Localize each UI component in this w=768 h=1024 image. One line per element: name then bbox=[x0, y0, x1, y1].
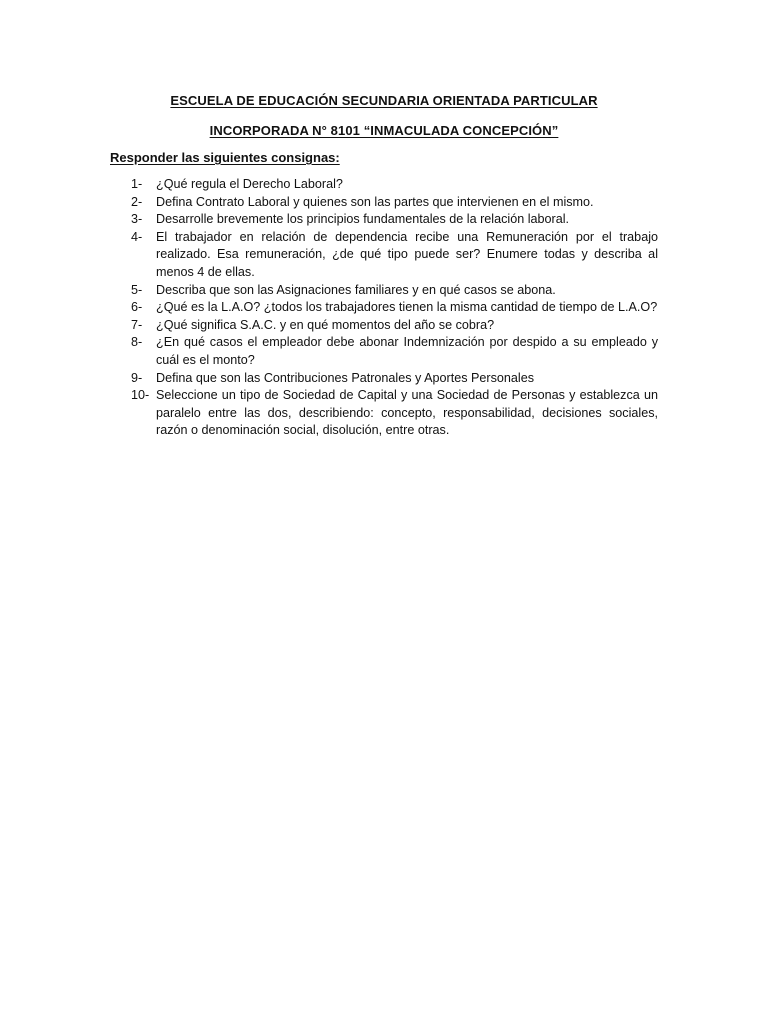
question-item bbox=[110, 370, 658, 388]
question-item bbox=[110, 194, 658, 212]
question-number: 2- bbox=[131, 194, 143, 209]
question-text: Seleccione un tipo de Sociedad de Capital y una Sociedad de Personas y establezca un paralelo entre las dos, describiendo: concepto, responsabilidad, decisiones sociales, razón o denominación social, disolución, entre otras. bbox=[156, 388, 658, 438]
question-item bbox=[110, 229, 658, 282]
question-number: 4- bbox=[131, 229, 143, 244]
instructions-heading: Responder las siguientes consignas: bbox=[110, 150, 340, 165]
question-number: 5- bbox=[131, 282, 143, 297]
question-text: ¿Qué regula el Derecho Laboral? bbox=[156, 177, 343, 191]
question-item bbox=[110, 317, 658, 335]
school-incorporation-heading bbox=[0, 123, 768, 138]
question-text: Desarrolle brevemente los principios fundamentales de la relación laboral. bbox=[156, 212, 570, 227]
school-name-text: ESCUELA DE EDUCACIÓN SECUNDARIA ORIENTADA PARTICULAR bbox=[170, 93, 598, 108]
question-number: 3- bbox=[131, 212, 143, 227]
question-item bbox=[110, 299, 658, 317]
question-number: 8- bbox=[131, 335, 143, 350]
question-number: 9- bbox=[131, 370, 143, 385]
question-item bbox=[110, 176, 658, 194]
question-text: El trabajador en relación de dependencia recibe una Remuneración por el trabajo realizado. Esa remuneración, ¿de qué tipo puede ser? Enumere todas y describa al menos 4 de ellas. bbox=[156, 229, 658, 279]
question-item bbox=[110, 334, 658, 369]
question-text: ¿En qué casos el empleador debe abonar Indemnización por despido a su empleado y cuál es el monto? bbox=[156, 335, 658, 367]
school-incorporation-text: INCORPORADA N° 8101 “INMACULADA CONCEPCIÓN” bbox=[209, 123, 559, 138]
question-text: Defina que son las Contribuciones Patronales y Aportes Personales bbox=[156, 370, 535, 385]
questions-list bbox=[110, 176, 658, 440]
school-name-heading bbox=[0, 93, 768, 108]
question-text: ¿Qué es la L.A.O? ¿todos los trabajadores tienen la misma cantidad de tiempo de L.A.O? bbox=[156, 300, 658, 315]
question-item bbox=[110, 387, 658, 440]
question-text: ¿Qué significa S.A.C. y en qué momentos del año se cobra? bbox=[156, 317, 495, 332]
question-text: Describa que son las Asignaciones familiares y en qué casos se abona. bbox=[156, 282, 556, 297]
question-number: 7- bbox=[131, 317, 143, 332]
question-item bbox=[110, 282, 658, 300]
question-number: 10- bbox=[131, 388, 150, 403]
question-number: 6- bbox=[131, 300, 143, 315]
question-text: Defina Contrato Laboral y quienes son las partes que intervienen en el mismo. bbox=[156, 194, 594, 209]
question-item bbox=[110, 211, 658, 229]
question-number: 1- bbox=[131, 177, 143, 191]
